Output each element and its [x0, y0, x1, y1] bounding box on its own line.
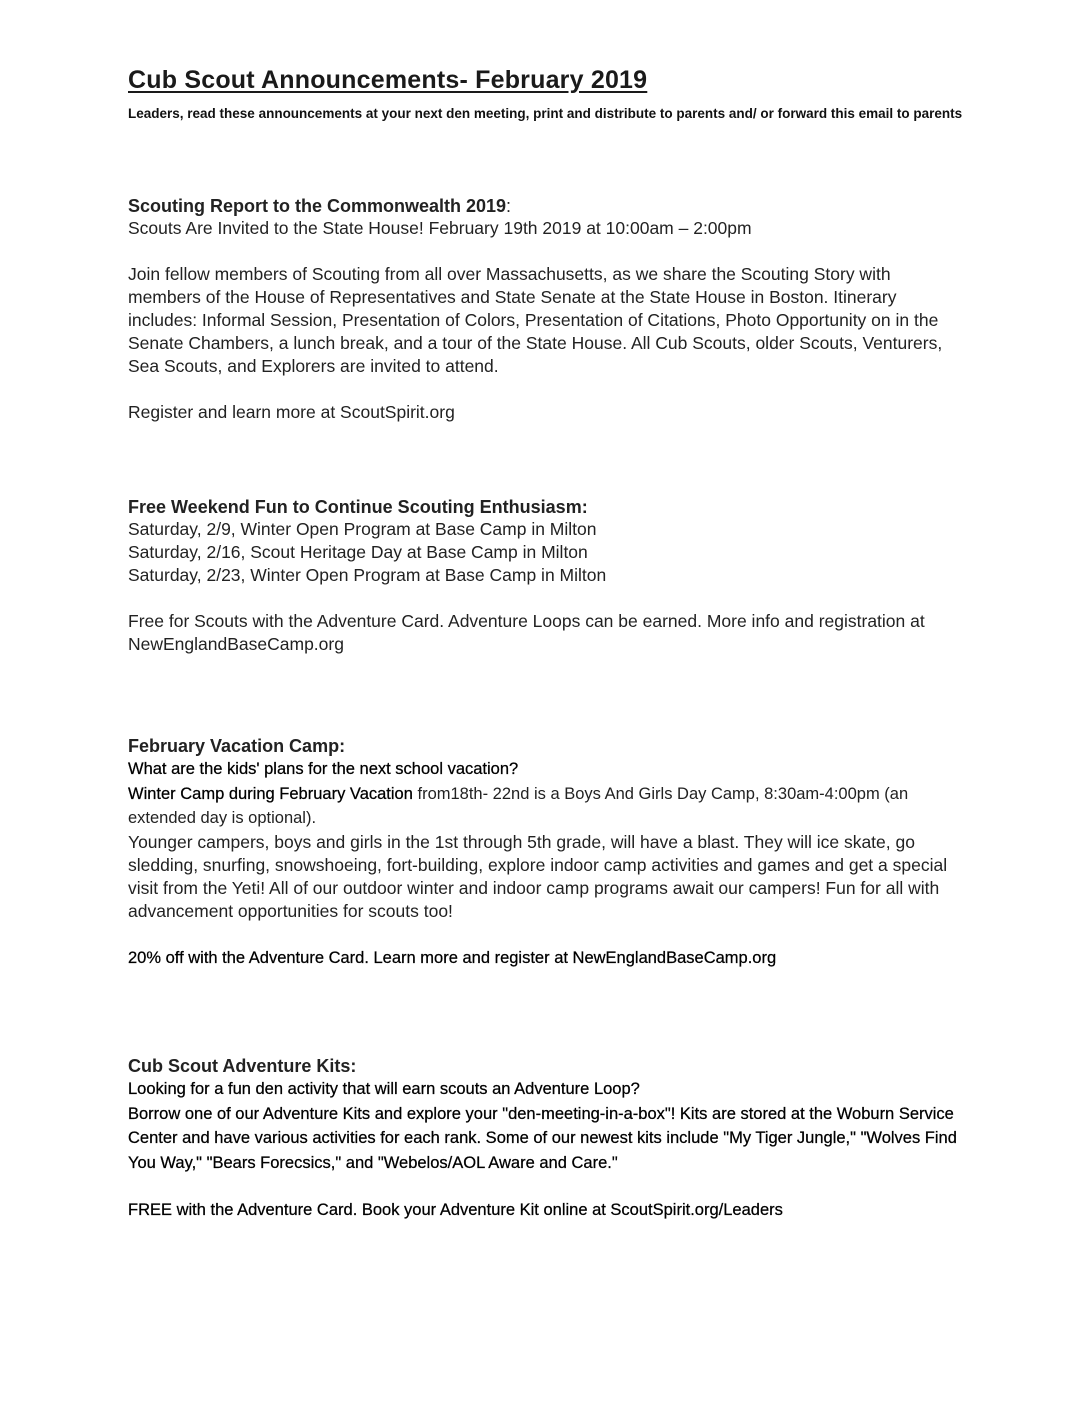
intro-note: Leaders, read these announcements at your next den meeting, print and distribute to parents and/ or forward this email to parents	[128, 106, 963, 121]
report-body: Join fellow members of Scouting from all over Massachusetts, as we share the Scouting Story with members of the House of Representatives and State Senate at the State House in Boston. Itinerary includes: Informal Session, Presentation of Colors, Presentation of Citations, Photo Opportunity on in the Senate Chambers, a lunch break, and a tour of the State House. All Cub Scouts, older Scouts, Venturers, Sea Scouts, and Explorers are invited to attend.	[128, 264, 943, 376]
event-item: Saturday, 2/23, Winter Open Program at Base Camp in Milton	[128, 565, 607, 585]
kits-question: Looking for a fun den activity that will earn scouts an Adventure Loop?	[128, 1080, 640, 1098]
vacation-body: Younger campers, boys and girls in the 1st through 5th grade, will have a blast. They will ice skate, go sledding, snurfing, snowshoeing, fort-building, explore indoor camp activities and games and get a special visit from the Yeti! All of our outdoor winter and indoor camp programs await our campers! Fun for all with advancement opportunities for scouts too!	[128, 831, 948, 921]
weekend-heading: Free Weekend Fun to Continue Scouting Enthusiasm:	[128, 497, 588, 517]
camp-name: Winter Camp during February Vacation	[128, 784, 413, 803]
section-kits	[128, 1055, 968, 1223]
kits-body: Borrow one of our Adventure Kits and explore your "den-meeting-in-a-box"! Kits are stored at the Woburn Service Center and have various activities for each rank. Some of our newest kits include "My Tiger Jungle," "Wolves Find You Way," "Bears Forecsics," and "Webelos/AOL Aware and Care."	[128, 1104, 957, 1172]
section-vacation	[128, 735, 968, 970]
kits-heading: Cub Scout Adventure Kits:	[128, 1056, 357, 1076]
vacation-discount: 20% off with the Adventure Card. Learn more and register at NewEnglandBaseCamp.org	[128, 948, 777, 967]
section-report	[128, 195, 968, 424]
vacation-question: What are the kids' plans for the next school vacation?	[128, 760, 519, 778]
report-register: Register and learn more at ScoutSpirit.org	[128, 402, 455, 422]
section-weekend	[128, 496, 968, 656]
page-title: Cub Scout Announcements- February 2019	[128, 66, 648, 94]
report-heading: Scouting Report to the Commonwealth 2019	[128, 196, 507, 216]
event-item: Saturday, 2/16, Scout Heritage Day at Base Camp in Milton	[128, 542, 588, 562]
event-item: Saturday, 2/9, Winter Open Program at Base Camp in Milton	[128, 519, 597, 539]
vacation-heading: February Vacation Camp:	[128, 736, 346, 756]
section-heading	[128, 195, 968, 217]
weekend-note: Free for Scouts with the Adventure Card. Adventure Loops can be earned. More info and registration at NewEnglandBaseCamp.org	[128, 611, 925, 654]
camp-details: from18th- 22nd is a Boys And Girls Day Camp, 8:30am-4:00pm (an extended day is optional).	[128, 784, 909, 827]
vacation-camp-info	[128, 782, 968, 831]
heading-colon: :	[506, 196, 512, 216]
kits-free: FREE with the Adventure Card. Book your Adventure Kit online at ScoutSpirit.org/Leaders	[128, 1201, 783, 1219]
report-subtitle: Scouts Are Invited to the State House! February 19th 2019 at 10:00am – 2:00pm	[128, 218, 752, 238]
